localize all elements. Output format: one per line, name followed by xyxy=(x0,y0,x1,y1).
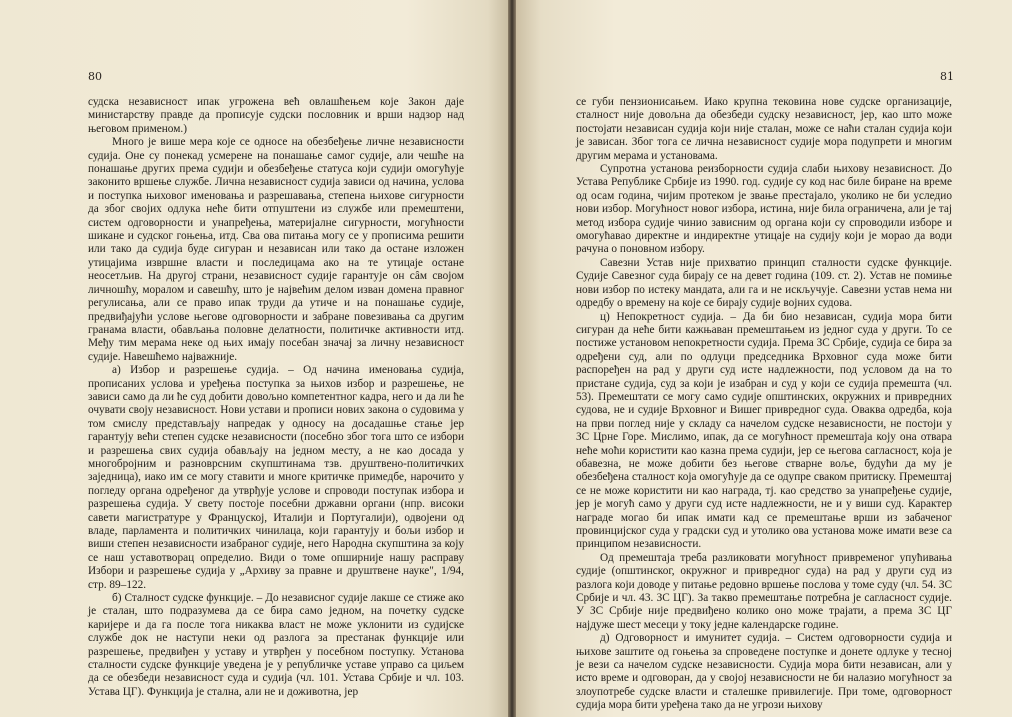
paragraph: Много је више мера које се односе на обезбеђење личне независности судија. Оне су понекад усмерене на понашање самог судије, али чешће на понашање других према судији и обезбеђење статуса који судији омогућује законито вршење службе. Лична независност судија зависи од начина, услова и поступка њиховог именовања и разрешавања, степена њихове сигурности да због својих одлука неће бити отпуштени из службе или премештени, систем одговорности и унапређења, материјалне сигурности, могућности шикане и судског гоњења, итд. Сва ова питања могу се у прописима решити или тако да судија буде сигуран и независан или тако да остане изложен утицајима извршне власти и последицама ако на те утицаје остане неосетљив. На другој страни, независност судије гарантује он сâм својом личношћу, моралом и савешћу, што је највећим делом изван домена правног регулисања, али се право ипак труди да утиче и на понашање судије, предвиђајући услове његове одговорности и забране повезивања са другим гранама власти, обављања половне делатности, политичке активности итд. Међу тим мерама неке од њих имају посебан значај за личну независност судије. Навешћемо најважније. xyxy=(88,136,464,363)
page-number-left: 80 xyxy=(88,70,102,83)
left-page-text xyxy=(88,96,464,699)
paragraph: Савезни Устав није прихватио принцип сталности судске функције. Судије Савезног суда бирају се на девет година (109. ст. 2). Устав не помиње нови избор по истеку мандата, али га и не искључује. Савезни устав нема ни одредбу о времену на које се бирају судије војних судова. xyxy=(576,256,952,310)
paragraph: д) Одговорност и имунитет судија. – Систем одговорности судија и њихове заштите од гоњења за спроведене поступке и донете одлуке у тесној је вези са начелом судске независности. Судија мора бити независан, али у исто време и одговоран, да у својој независности не би налазио могућност за злоупотребе судске власти и сталешке привилегије. При томе, одговорност судија мора бити уређена тако да не угрози њихову xyxy=(576,632,952,712)
paragraph: се губи пензионисањем. Иако крупна тековина нове судске организације, сталност није довољна да обезбеди судску независност, јер, као што може постојати независан судија који није сталан, може се наћи сталан судија који је зависан. Због тога се лична независност судије мора подупрети и многим другим мерама и установама. xyxy=(576,96,952,162)
right-page-text xyxy=(576,96,952,713)
paragraph: ц) Непокретност судија. – Да би био независан, судија мора бити сигуран да неће бити кажњаван премештањем из једног суда у други. То се постиже установом непокретности судија. Према ЗС Србије, судија се бира за одређени суд, али по одлуци председника Врховног суда може бити распоређен на рад у други суд исте надлежности, под условом да на то пристане судија, суд за који је изабран и суд у који се судија премешта (чл. 53). Премештати се могу само судије општинских, окружних и привредних судова, не и судије Врховног и Вишег привредног суда. Оваква одредба, која на први поглед није у складу са начелом судске независности, не постоји у ЗС Црне Горе. Мислимо, ипак, да се могућност премештаја коју она отвара неће моћи користити као казна према судији, јер се његова сагласност, која је обавезна, не може добити без његове стварне воље, будући да му је обезбеђена сталност која омогућује да се одупре сваком притиску. Премештај се не може користити ни као награда, тј. као средство за унапређење судије, јер је могућ само у други суд исте надлежности, не и у виши суд. Карактер награде могао би ипак имати кад се премештање врши из забаченог провинцијског суда у градски суд и утолико ова установа може имати везе са принципом независности. xyxy=(576,310,952,551)
paragraph: а) Избор и разрешење судија. – Од начина именовања судија, прописаних услова и уређења поступка за њихов избор и разрешење, не зависи само да ли ће суд добити довољно компетентног кадра, него и да ли ће очувати своју независност. Нови устави и прописи нових закона о судовима у том смислу представљају напредак у односу на досадашње стање јер гарантују већи степен судске независности (посебно због тога што се избори и разрешења свих судија обављају на једном месту, а не као досада у многобројним и разноврсним скупштинама тзв. друштвено-политичких заједница), иако им се могу ставити и многе критичке примедбе, нарочито у погледу органа одређеног да утврђује услове и спроводи поступак избора и разрешења судија. У свету постоје посебни државни органи (нпр. високи савети магистратуре у Француској, Италији и Португалији), одвојени од владе, парламента и политичких чинилаца, који гарантују и бољи избор и виши степен независности изабраног судије, него Народна скупштина за коју се наш уставотворац определио. Види о томе опширније нашу расправу Избори и разрешење судија у „Архиву за правне и друштвене науке", 1/94, стр. 89–122. xyxy=(88,364,464,591)
paragraph: Од премештаја треба разликовати могућност привременог упућивања судије (општинског, окружног и привредног суда) на рад у други суд из разлога који доводе у питање редовно вршење послова у томе суду (чл. 54. ЗС Србије и чл. 43. ЗС ЦГ). За такво премештање потребна је сагласност судије. У ЗС Србије није предвиђено колико оно може трајати, а према ЗС ЦГ најдуже шест месеци у току једне календарске године. xyxy=(576,551,953,631)
book-gutter xyxy=(508,0,516,717)
page-number-right: 81 xyxy=(940,70,954,83)
paragraph: Супротна установа реизборности судија слаби њихову независност. До Устава Републике Србије из 1990. год. судије су код нас биле биране на време од осам година, чијим протеком је звање престајало, уколико не би уследио нови избор. Могућност новог избора, истина, није била ограничена, али је тај метод избора судије чинио зависним од органа који су спроводили изборе и омогућавао директне и индиректне утицаје на судију који је морао да води рачуна о поновном избору. xyxy=(576,163,952,256)
right-page xyxy=(516,0,1012,717)
paragraph: б) Сталност судске функције. – До независног судије лакше се стиже ако је сталан, што подразумева да се бира само једном, на почетку судске каријере и да га после тога никаква власт не може уклонити из судијске службе док не наступи неки од разлога за престанак функције или разрешење, предвиђен у уставу и утврђен у посебном поступку. Установа сталности судске функције уведена је у републичке уставе управо са циљем да се обезбеди независност суда и судија (чл. 101. Устава Србије и чл. 103. Устава ЦГ). Функција је стална, али не и доживотна, јер xyxy=(88,592,464,698)
paragraph: судска независност ипак угрожена већ овлашћењем које Закон даје министарству правде да прописује судски пословник и врши надзор над његовом применом.) xyxy=(88,96,464,135)
